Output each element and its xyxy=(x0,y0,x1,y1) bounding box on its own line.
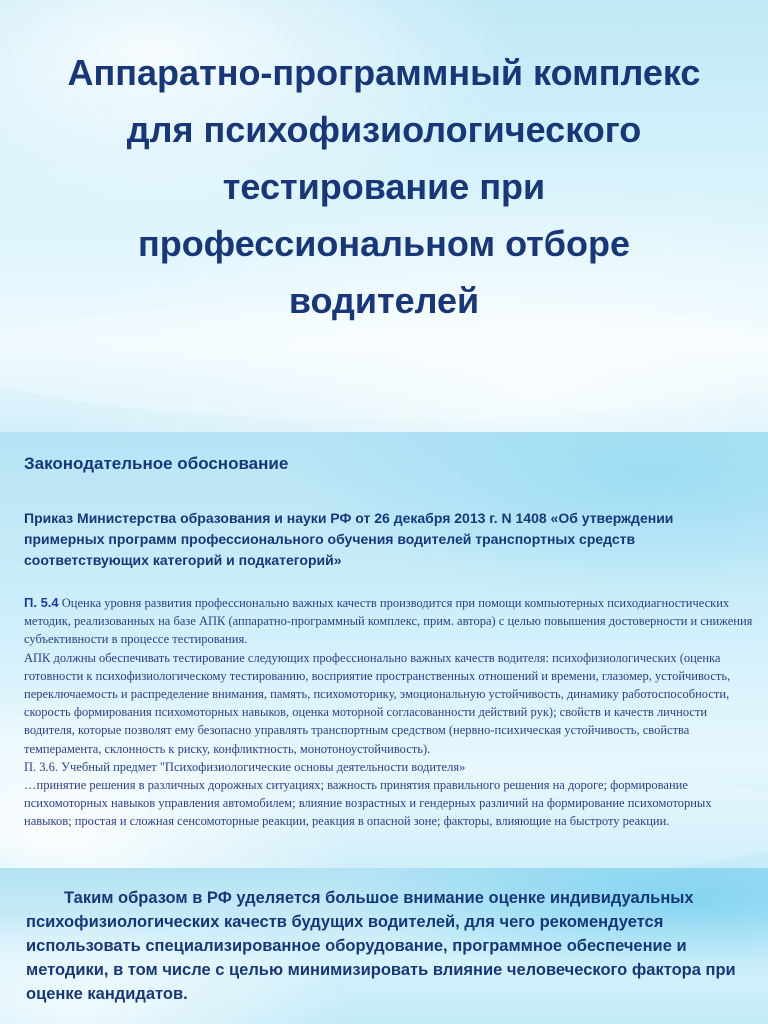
conclusion-text: Таким образом в РФ уделяется большое внимание оценке индивидуальных психофизиологических качеств будущих водителей, для чего рекомендуется использовать специализированное оборудование, программное обеспечение и методики, в том числе с целью минимизировать влияние человеческого фактора при оценке кандидатов. xyxy=(26,889,736,1003)
section-heading: Законодательное обоснование xyxy=(24,454,289,473)
title-slide xyxy=(0,0,768,432)
legal-basis-slide xyxy=(0,432,768,868)
apk-requirements-paragraph: АПК должны обеспечивать тестирование следующих профессионально важных качеств водителя: психофизиологических (оценка готовности к психофизиологическому тестированию, восприятие пространственных отношений и времени, глазомер, устойчивость, переключаемость и распределение внимания, память, психомоторику, эмоциональную устойчивость, динамику работоспособности, скорость формирования психомоторных навыков, оценка моторной согласованности действий рук); свойств и качеств личности водителя, которые позволят ему безопасно управлять транспортным средством (нервно-психическая устойчивость, свойства темперамента, склонность к риску, конфликтность, монотоноустойчивость). xyxy=(24,650,731,756)
clause-2-detail: …принятие решения в различных дорожных ситуациях; важность принятия правильного решения на дороге; формирование психомоторных навыков управления автомобилем; влияние возрастных и гендерных различий на формирование психомоторных навыков; простая и сложная сенсомоторные реакции, реакция в опасной зоне; факторы, влияющие на быстроту реакции. xyxy=(24,778,712,829)
conclusion-slide xyxy=(0,868,768,1024)
clause-label: П. 5.4 xyxy=(24,595,59,610)
clause-text-block xyxy=(24,594,754,831)
order-reference: Приказ Министерства образования и науки РФ от 26 декабря 2013 г. N 1408 «Об утверждении примерных программ профессионального обучения водителей транспортных средств соответствующих категорий и подкатегорий» xyxy=(24,510,674,568)
slide-title: Аппаратно-программный комплекс для психофизиологического тестирование при профессиональном отборе водителей xyxy=(67,52,701,321)
clause-paragraph xyxy=(24,594,754,649)
clause-2-heading: П. 3.6. Учебный предмет "Психофизиологические основы деятельности водителя» xyxy=(24,759,466,774)
clause-text: Оценка уровня развития профессионально важных качеств производится при помощи компьютерных психодиагностических методик, реализованных на базе АПК (аппаратно-программный комплекс, прим. автора) с целью повышения достоверности и снижения субъективности в процессе тестирования. xyxy=(24,596,753,647)
